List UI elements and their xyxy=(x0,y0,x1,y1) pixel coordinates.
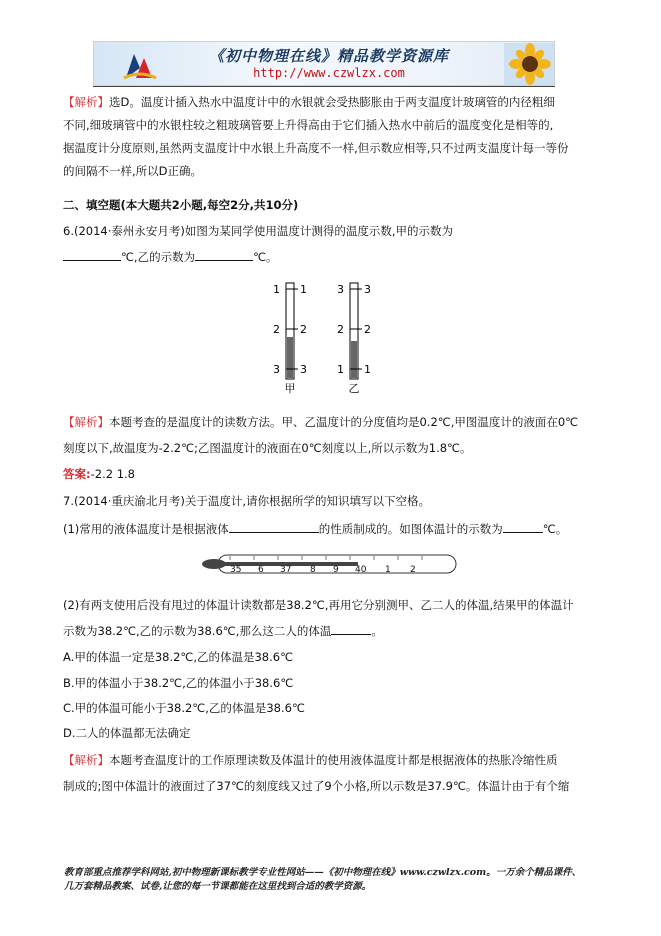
answer-blank[interactable] xyxy=(195,248,253,261)
analysis-6-line-2: 刻度以下,故温度为-2.2℃;乙图温度计的液面在0℃刻度以上,所以示数为1.8℃。 xyxy=(63,441,472,455)
question-7-part-1 xyxy=(63,520,567,537)
scale-label: 35 xyxy=(230,565,242,575)
question-text: 的性质制成的。如图体温计的示数为 xyxy=(318,522,503,536)
question-6-line-2 xyxy=(63,248,278,265)
tick-label: 2 xyxy=(337,323,344,336)
option-b: B.甲的体温小于38.2℃,乙的体温小于38.6℃ xyxy=(63,676,294,690)
analysis-tag: 【解析】 xyxy=(63,95,109,109)
answer-values: -2.2 1.8 xyxy=(90,467,135,481)
tick-label: 2 xyxy=(273,323,280,336)
banner-title: 《初中物理在线》精品教学资源库 xyxy=(208,47,449,65)
answer-blank[interactable] xyxy=(63,248,121,261)
header-divider xyxy=(93,86,555,87)
tick-label: 2 xyxy=(300,323,307,336)
thermometer-right-label: 乙 xyxy=(348,382,360,395)
scale-label: 37 xyxy=(280,565,292,575)
footer-line-2: 几万套精品教案、试卷,让您的每一节课都能在这里找到合适的教学资源。 xyxy=(64,881,372,892)
question-text: (1)常用的液体温度计是根据液体 xyxy=(63,522,229,536)
page-footer xyxy=(64,866,624,894)
analysis-5-line-4: 的间隔不一样,所以D正确。 xyxy=(63,164,203,178)
question-text: ℃,乙的示数为 xyxy=(121,250,196,264)
question-6-line-1: 6.(2014·泰州永安月考)如图为某同学使用温度计测得的温度示数,甲的示数为 xyxy=(63,224,454,238)
question-text: 示数为38.2℃,乙的示数为38.6℃,那么这二人的体温 xyxy=(63,624,332,638)
option-a: A.甲的体温一定是38.2℃,乙的体温是38.6℃ xyxy=(63,650,294,664)
tick-label: 3 xyxy=(364,283,371,296)
question-7-line-1: 7.(2014·重庆渝北月考)关于温度计,请你根据所学的知识填写以下空格。 xyxy=(63,494,431,508)
thermometer-left-label: 甲 xyxy=(284,382,296,395)
analysis-tag: 【解析】 xyxy=(63,415,109,429)
analysis-7-line-2: 制成的;图中体温计的液面过了37℃的刻度线又过了9个小格,所以示数是37.9℃。体温计由于有个缩 xyxy=(63,779,570,793)
thermometer-left xyxy=(273,283,307,395)
answer-label: 答案: xyxy=(63,467,91,481)
scale-label: 40 xyxy=(355,565,367,575)
mercury-right xyxy=(351,341,357,378)
answer-blank[interactable] xyxy=(331,622,371,635)
tick-label: 2 xyxy=(364,323,371,336)
sunflower-icon xyxy=(504,43,555,86)
analysis-5-line-2: 不同,细玻璃管中的水银柱较之粗玻璃管要上升得高由于它们插入热水中前后的温度变化是相等的, xyxy=(63,118,554,132)
thermometer-right xyxy=(337,283,371,395)
answer-blank[interactable] xyxy=(503,520,543,533)
option-c: C.甲的体温可能小于38.2℃,乙的体温是38.6℃ xyxy=(63,701,305,715)
answer-blank[interactable] xyxy=(229,520,319,533)
tick-label: 1 xyxy=(300,283,307,296)
question-7-part-2-line-1: (2)有两支使用后没有甩过的体温计读数都是38.2℃,再用它分别测甲、乙二人的体温,结果甲的体温计 xyxy=(63,598,574,612)
scale-label: 6 xyxy=(258,565,264,575)
scale-label: 2 xyxy=(410,565,416,575)
section-heading: 二、填空题(本大题共2小题,每空2分,共10分) xyxy=(63,198,299,212)
option-d: D.二人的体温都无法确定 xyxy=(63,726,191,740)
scale-label: 9 xyxy=(333,565,339,575)
analysis-5-line-1 xyxy=(63,94,555,110)
answer-6 xyxy=(63,466,135,482)
tick-label: 3 xyxy=(337,283,344,296)
tick-label: 1 xyxy=(337,363,344,376)
tick-label: 1 xyxy=(273,283,280,296)
scale-label: 1 xyxy=(385,565,391,575)
analysis-text: 选D。温度计插入热水中温度计中的水银就会受热膨胀由于两支温度计玻璃管的内径粗细 xyxy=(109,95,555,109)
mercury-left xyxy=(287,337,293,378)
analysis-7-line-1 xyxy=(63,752,558,768)
tick-label: 3 xyxy=(273,363,280,376)
question-7-part-2-line-2 xyxy=(63,622,383,639)
header-banner xyxy=(93,41,555,86)
tick-label: 1 xyxy=(364,363,371,376)
footer-line-1: 教育部重点推荐学科网站,初中物理新课标教学专业性网站——《初中物理在线》www.czwlzx.com。一万余个精品课件、 xyxy=(64,867,582,878)
banner-url: http://www.czwlzx.com xyxy=(253,66,405,80)
tick-label: 3 xyxy=(300,363,307,376)
question-text: ℃。 xyxy=(253,250,278,264)
thermometer-figure xyxy=(262,279,392,397)
analysis-text: 本题考查温度计的工作原理读数及体温计的使用液体温度计都是根据液体的热胀冷缩性质 xyxy=(109,753,558,767)
analysis-tag: 【解析】 xyxy=(63,753,109,767)
analysis-5-line-3: 据温度计分度原则,虽然两支温度计中水银上升高度不一样,但示数应相等,只不过两支温度计每一等份 xyxy=(63,141,569,155)
analysis-6-line-1 xyxy=(63,414,578,430)
clinical-thermometer-figure xyxy=(200,551,462,577)
question-text: 。 xyxy=(371,624,383,638)
analysis-text: 本题考查的是温度计的读数方法。甲、乙温度计的分度值均是0.2℃,甲图温度计的液面在0℃ xyxy=(109,415,579,429)
question-text: ℃。 xyxy=(542,522,568,536)
scale-label: 8 xyxy=(310,565,316,575)
